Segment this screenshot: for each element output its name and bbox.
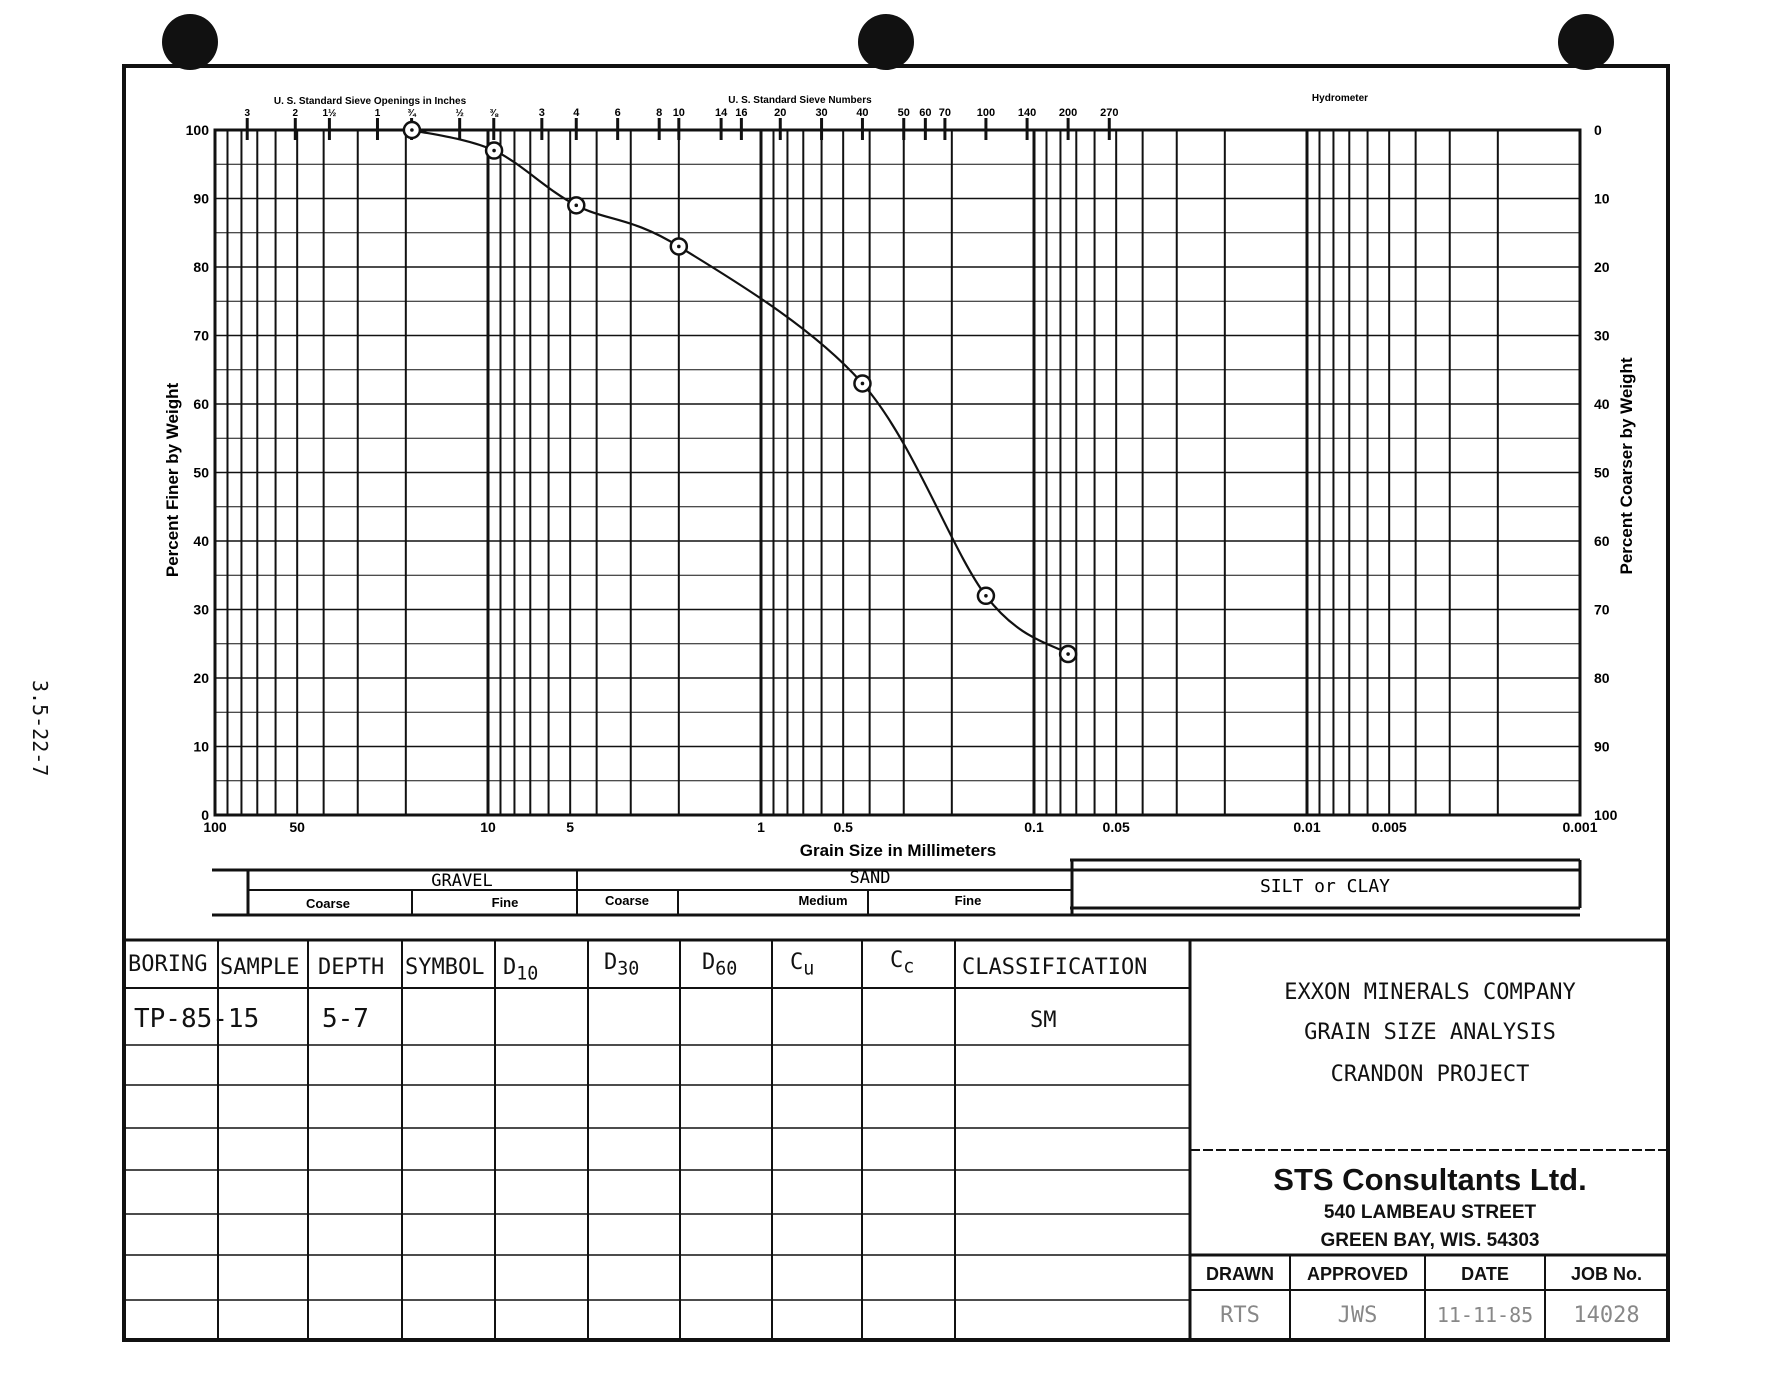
sieve-number-label: 10: [672, 107, 685, 119]
header-boring: BORING: [128, 952, 208, 977]
sieve-number-label: 3: [538, 107, 545, 119]
sieve-number-label: 30: [815, 107, 828, 119]
y2-axis-label: Percent Coarser by Weight: [1617, 357, 1636, 575]
approved-value: JWS: [1337, 1303, 1378, 1328]
sieve-inch-label: ¾: [407, 108, 416, 119]
y2-tick-label: 70: [1594, 601, 1610, 618]
x-tick-label: 0.5: [833, 819, 853, 835]
sieve-number-label: 270: [1100, 107, 1119, 119]
date-label: DATE: [1461, 1264, 1509, 1284]
header-cc-sub: c: [903, 956, 915, 978]
row1-boring: TP-85-15: [134, 1004, 260, 1034]
x-axis-label: Grain Size in Millimeters: [799, 841, 997, 860]
top-number-sieve-title: U. S. Standard Sieve Numbers: [728, 95, 872, 106]
band-sand-medium: Medium: [798, 893, 848, 908]
chart-grid: [215, 130, 1580, 815]
y-tick-label: 90: [193, 190, 209, 207]
band-gravel-coarse: Coarse: [305, 896, 351, 911]
x-tick-label: 0.001: [1562, 819, 1598, 835]
data-point-center: [677, 245, 681, 249]
x-tick-label: 1: [757, 819, 765, 835]
top-inch-sieve-title: U. S. Standard Sieve Openings in Inches: [273, 96, 467, 107]
band-sand-fine: Fine: [954, 893, 982, 908]
data-point-center: [984, 594, 988, 598]
data-point-center: [574, 204, 578, 208]
sieve-inch-label: 3: [244, 108, 251, 119]
header-d60-letter: D: [702, 950, 716, 975]
sieve-inch-label: 2: [292, 108, 299, 119]
y2-tick-label: 100: [1594, 807, 1618, 823]
job-value: 14028: [1573, 1303, 1640, 1328]
header-cu-sub: u: [803, 958, 815, 980]
header-cu-letter: C: [790, 950, 804, 975]
header-d30-sub: 30: [617, 958, 640, 980]
y-tick-label: 0: [201, 807, 209, 823]
y-axis-label: Percent Finer by Weight: [163, 382, 182, 578]
date-value: 11-11-85: [1436, 1303, 1534, 1327]
header-d60-sub: 60: [715, 958, 738, 980]
y-tick-label: 80: [193, 259, 209, 275]
x-tick-label: 10: [480, 819, 496, 835]
header-d30-letter: D: [604, 950, 618, 975]
x-tick-label: 100: [203, 819, 227, 835]
x-tick-label: 5: [566, 819, 575, 835]
job-label: JOB No.: [1570, 1264, 1642, 1284]
sieve-number-label: 60: [919, 107, 932, 119]
title-project: CRANDON PROJECT: [1330, 1062, 1530, 1087]
y-tick-label: 10: [193, 738, 209, 755]
y-tick-label: 70: [193, 327, 209, 344]
band-gravel: GRAVEL: [431, 871, 493, 891]
drawn-value: RTS: [1220, 1303, 1260, 1328]
header-classification: CLASSIFICATION: [962, 955, 1148, 980]
y-tick-label: 60: [193, 396, 209, 412]
header-d30: [604, 950, 639, 979]
sieve-inch-label: 1: [374, 108, 381, 119]
data-point-center: [1066, 652, 1070, 656]
header-d10-sub: 10: [516, 963, 539, 985]
header-cu: [790, 950, 814, 979]
drawn-label: DRAWN: [1206, 1264, 1274, 1284]
sieve-number-label: 200: [1058, 107, 1078, 119]
approved-label: APPROVED: [1306, 1264, 1409, 1284]
sieve-number-label: 40: [856, 107, 869, 119]
sieve-number-label: 6: [614, 107, 621, 119]
title-company: EXXON MINERALS COMPANY: [1284, 980, 1576, 1005]
sieve-number-label: 140: [1017, 107, 1037, 119]
sieve-inch-label: 1½: [322, 108, 337, 119]
data-point-center: [861, 382, 865, 386]
header-symbol: SYMBOL: [405, 955, 485, 980]
x-tick-label: 0.1: [1024, 819, 1044, 835]
sieve-number-label: 50: [897, 107, 910, 119]
header-d60: [702, 950, 737, 979]
band-sand-coarse: Coarse: [604, 893, 650, 908]
x-tick-label: 0.05: [1102, 819, 1130, 835]
row1-depth: 5-7: [322, 1004, 369, 1034]
header-depth: DEPTH: [318, 955, 385, 980]
y-tick-label: 50: [193, 464, 209, 481]
y2-tick-label: 90: [1594, 738, 1610, 755]
x-tick-label: 0.01: [1293, 819, 1321, 835]
sieve-number-label: 16: [735, 107, 748, 119]
y2-tick-label: 20: [1594, 259, 1610, 275]
header-sample: SAMPLE: [220, 955, 300, 980]
y-tick-label: 20: [193, 670, 209, 686]
sieve-number-label: 14: [714, 107, 728, 119]
row1-classification: SM: [1030, 1008, 1057, 1033]
consultant-name: STS Consultants Ltd.: [1273, 1162, 1587, 1197]
band-sand: SAND: [849, 868, 891, 888]
chart-axes: [186, 107, 1618, 835]
sieve-number-label: 8: [656, 107, 663, 119]
y2-tick-label: 40: [1594, 396, 1610, 412]
title-analysis: GRAIN SIZE ANALYSIS: [1304, 1020, 1556, 1045]
sieve-number-label: 100: [976, 107, 996, 119]
y2-tick-label: 30: [1594, 327, 1610, 344]
band-silt-clay: SILT or CLAY: [1259, 876, 1391, 897]
band-gravel-fine: Fine: [491, 895, 519, 910]
sieve-inch-label: ½: [455, 108, 464, 119]
page-side-label: 3.5-22-7: [28, 680, 52, 777]
consultant-city: GREEN BAY, WIS. 54303: [1320, 1230, 1540, 1251]
data-point-center: [410, 128, 414, 132]
y-tick-label: 100: [185, 122, 209, 138]
y2-tick-label: 60: [1594, 533, 1610, 549]
y2-tick-label: 10: [1594, 190, 1610, 207]
top-hydrometer-title: Hydrometer: [1311, 93, 1369, 104]
header-cc: [890, 948, 914, 977]
sieve-number-label: 4: [573, 107, 580, 119]
header-d10-letter: D: [503, 955, 517, 980]
header-d10: [503, 955, 538, 984]
y-tick-label: 30: [193, 601, 209, 618]
x-tick-label: 0.005: [1371, 819, 1407, 835]
y-tick-label: 40: [193, 533, 209, 549]
y2-tick-label: 50: [1594, 464, 1610, 481]
sieve-number-label: 70: [938, 107, 952, 119]
data-point-center: [492, 149, 496, 153]
sieve-number-label: 20: [774, 107, 787, 119]
x-tick-label: 50: [289, 819, 305, 835]
consultant-street: 540 LAMBEAU STREET: [1323, 1202, 1537, 1223]
y2-tick-label: 80: [1594, 670, 1610, 686]
soil-classification-band: [212, 860, 1580, 915]
y2-tick-label: 0: [1594, 122, 1602, 138]
header-cc-letter: C: [890, 948, 904, 973]
sieve-inch-label: ⅜: [489, 108, 498, 119]
